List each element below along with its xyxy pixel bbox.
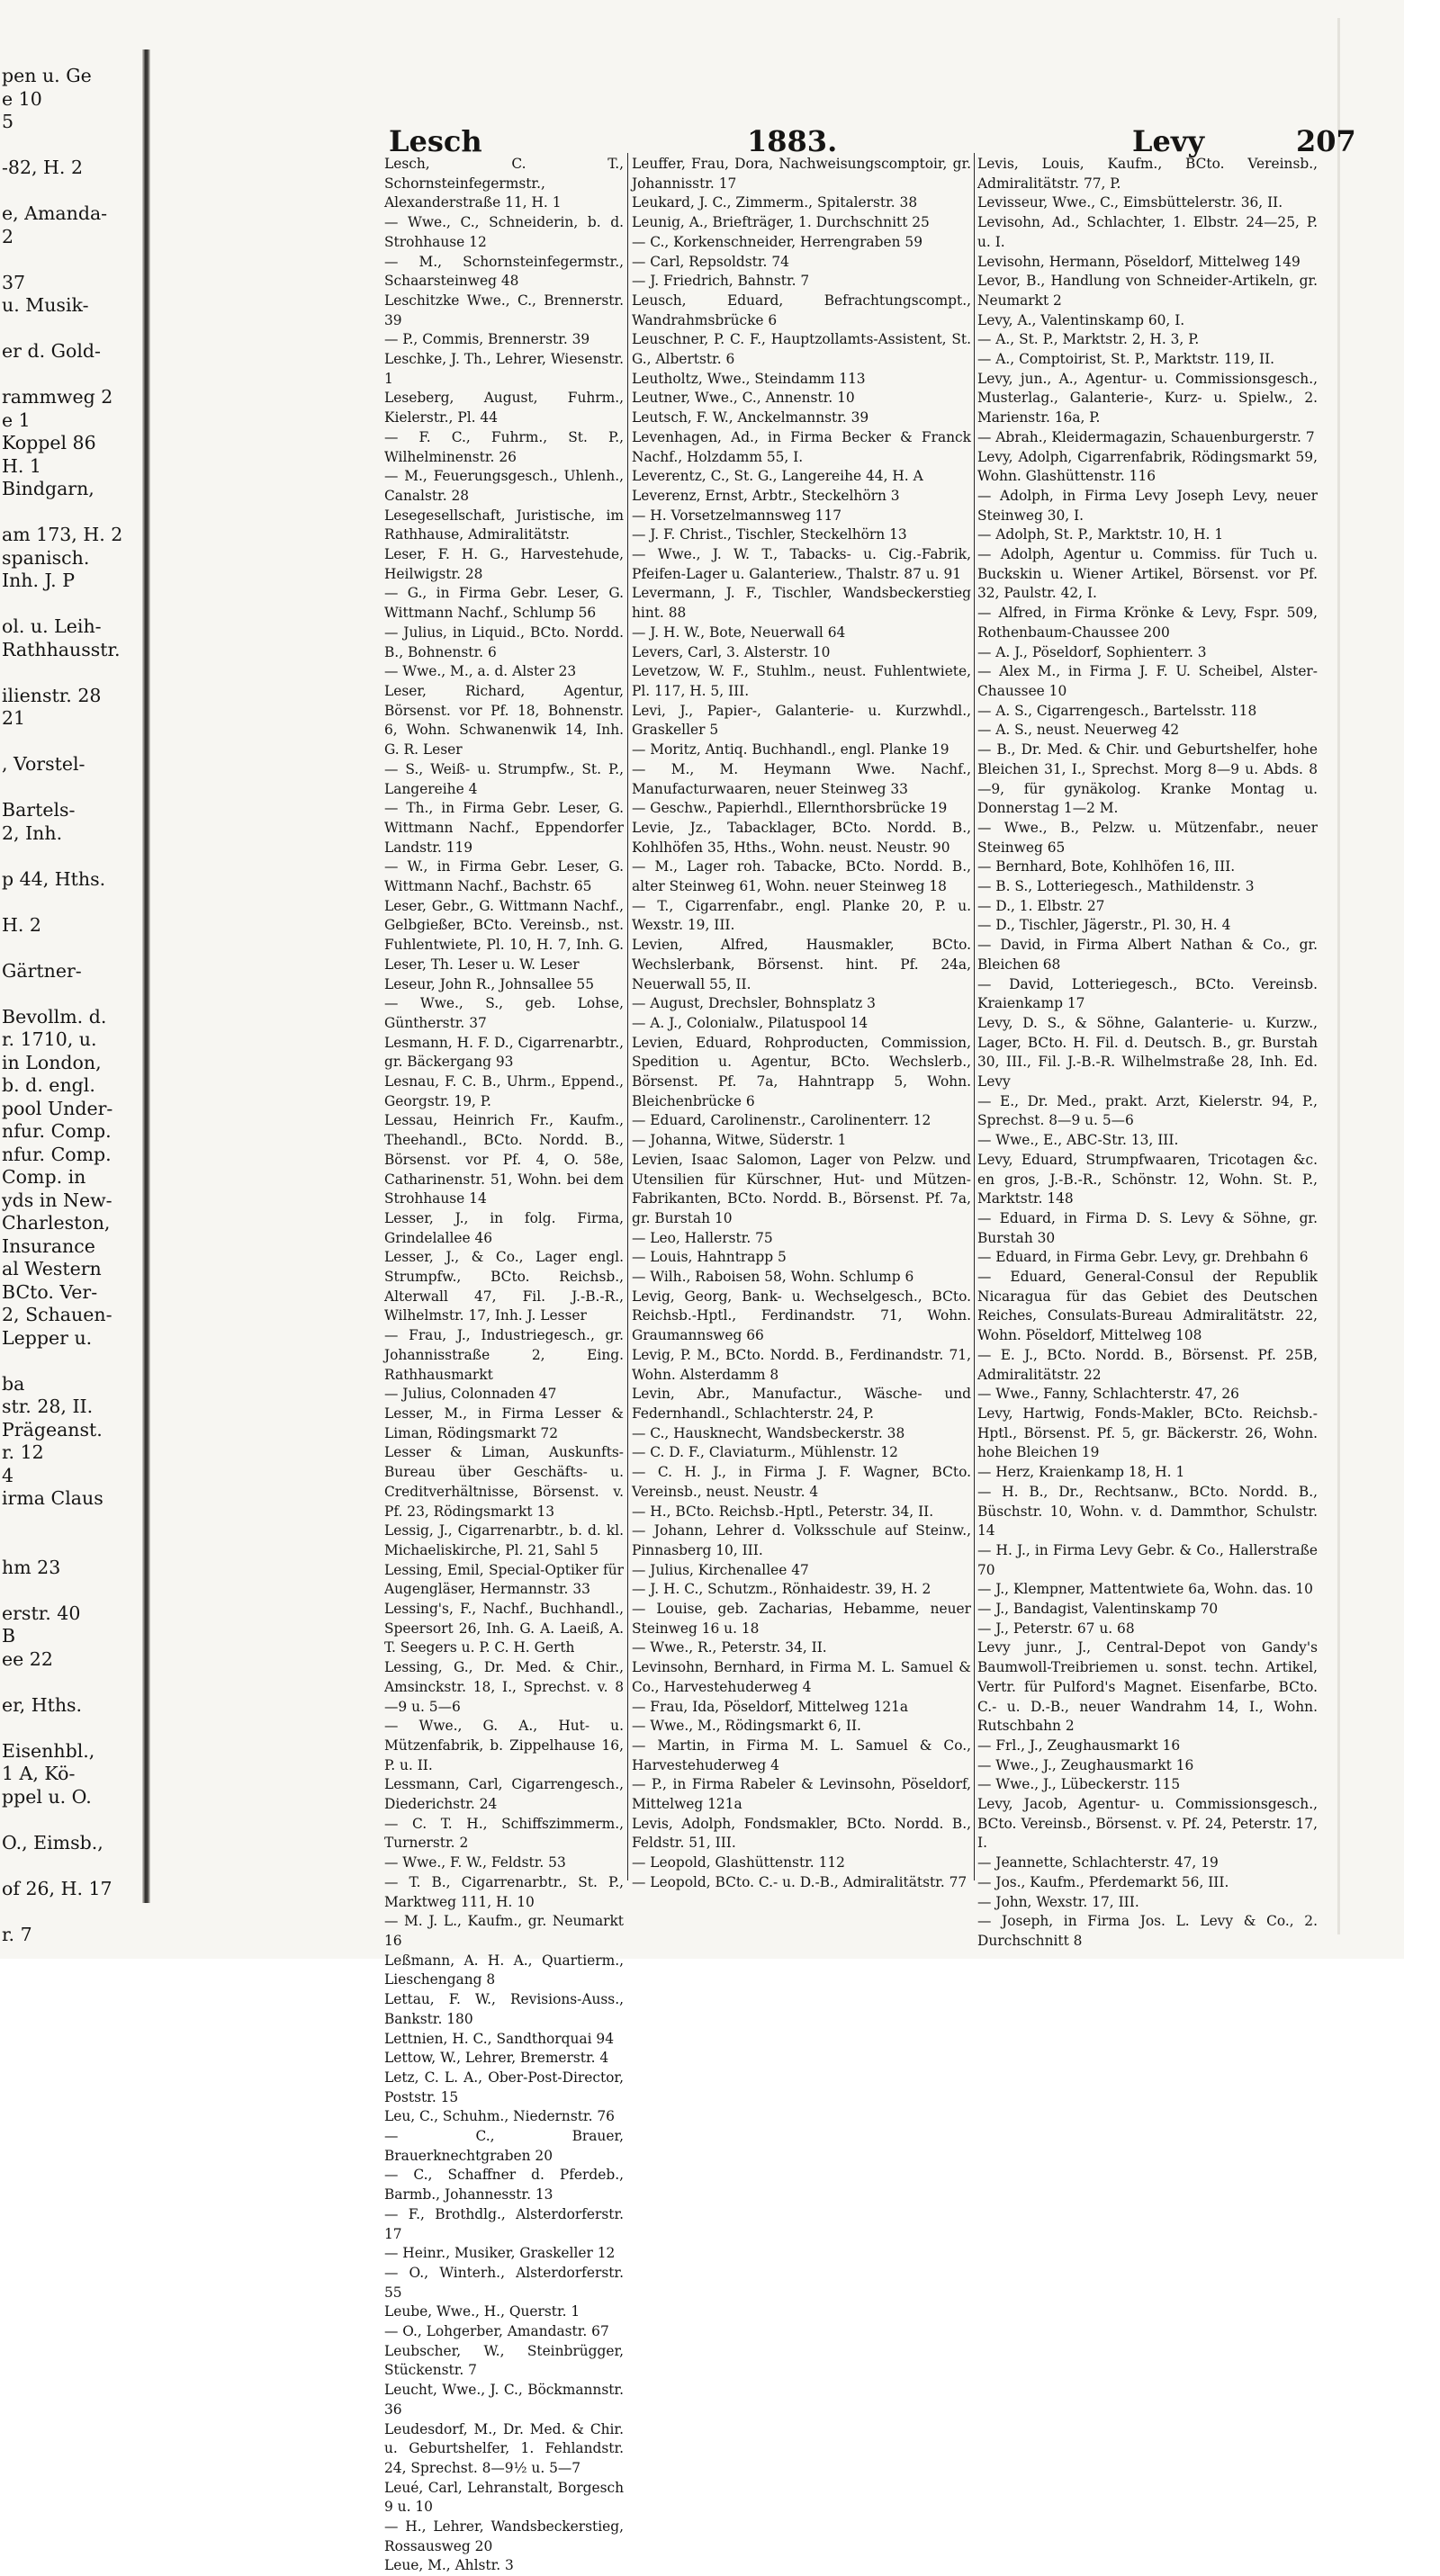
directory-entry: — Adolph, Agentur u. Commiss. für Tuch u. Buckskin u. Wiener Artikel, Börsenst. vor Pf. 32, Paulstr. 42, I. xyxy=(977,546,1318,602)
directory-entry: — M., M. Heymann Wwe. Nachf., Manufacturwaaren, neuer Steinweg 33 xyxy=(632,760,971,797)
directory-entry: — J., Peterstr. 67 u. 68 xyxy=(977,1620,1135,1637)
directory-entry: — M. J. L., Kaufm., gr. Neumarkt 16 xyxy=(384,1913,624,1949)
fragment-line: , Vorstel- xyxy=(2,753,86,775)
directory-entry: Leube, Wwe., H., Querstr. 1 xyxy=(384,2303,580,2320)
directory-entry: Lesser, J., & Co., Lager engl. Strumpfw., BCto. Reichsb., Alterwall 47, Fil. J.-B.-R., Wilhelmstr. 17, Inh. J. Lesser xyxy=(384,1249,624,1324)
directory-entry: — C., Hausknecht, Wandsbeckerstr. 38 xyxy=(632,1424,905,1441)
fragment-line: r. 12 xyxy=(2,1441,44,1463)
fragment-line: rammweg 2 xyxy=(2,386,113,408)
directory-entry: — Abrah., Kleidermagazin, Schauenburgerstr. 7 xyxy=(977,428,1315,445)
directory-entry: — F., Brothdlg., Alsterdorferstr. 17 xyxy=(384,2205,624,2242)
directory-entry: Levi, J., Papier-, Galanterie- u. Kurzwhdl., Graskeller 5 xyxy=(632,702,971,739)
fragment-line: Prägeanst. xyxy=(2,1418,103,1441)
directory-entry: Levien, Isaac Salomon, Lager von Pelzw. und Utensilien für Kürschner, Hut- und Mützen-Fabrikanten, BCto. Nordd. B., Börsenst. Pf. 7a, gr. Burstah 10 xyxy=(632,1151,971,1226)
fragment-line: nfur. Comp. xyxy=(2,1120,112,1142)
directory-entry: — Eduard, Carolinenstr., Carolinenterr. 12 xyxy=(632,1112,932,1129)
directory-entry: Leschitzke Wwe., C., Brennerstr. 39 xyxy=(384,292,624,328)
directory-entry: — Moritz, Antiq. Buchhandl., engl. Planke 19 xyxy=(632,741,950,758)
directory-entry: Lesnau, F. C. B., Uhrm., Eppend., Georgstr. 19, P. xyxy=(384,1073,624,1109)
directory-entry: — O., Lohgerber, Amandastr. 67 xyxy=(384,2323,609,2340)
directory-entry: Levinsohn, Bernhard, in Firma M. L. Samuel & Co., Harvestehuderweg 4 xyxy=(632,1659,971,1695)
directory-entry: Lettnien, H. C., Sandthorquai 94 xyxy=(384,2030,614,2047)
directory-entry: — H., Lehrer, Wandsbeckerstieg, Rossausweg 20 xyxy=(384,2518,624,2554)
directory-entry: Leutsch, F. W., Anckelmannstr. 39 xyxy=(632,409,869,426)
directory-entry: — H. Vorsetzelmannsweg 117 xyxy=(632,507,842,524)
fragment-line xyxy=(0,1350,133,1373)
directory-entry: Levy, jun., A., Agentur- u. Commissionsgesch., Musterlag., Galanterie-, Kurz- u. Spielw., 2. Marienstr. 16a, P. xyxy=(977,370,1318,426)
fragment-line: ee 22 xyxy=(2,1647,53,1670)
directory-entry: Levisseur, Wwe., C., Eimsbüttelerstr. 36, II. xyxy=(977,194,1283,211)
fragment-line: ba xyxy=(2,1372,25,1395)
directory-entry: Lessig, J., Cigarrenarbtr., b. d. kl. Michaeliskirche, Pl. 21, Sahl 5 xyxy=(384,1522,624,1558)
fragment-line: e, Amanda- xyxy=(2,202,108,224)
directory-column-3 xyxy=(977,155,1318,1949)
directory-entry: — A., St. P., Marktstr. 2, H. 3, P. xyxy=(977,331,1200,348)
directory-entry: Levy, D. S., & Söhne, Galanterie- u. Kurzw., Lager, BCto. H. Fil. d. Deutsch. B., gr. Burstah 30, III., Fil. J.-B.-R. Wilhelmstraße 28, Inh. Ed. Levy xyxy=(977,1014,1318,1091)
directory-entry: Lesch, C. T., Schornsteinfegermstr., Alexanderstraße 11, H. 1 xyxy=(384,156,624,211)
fragment-line: Inh. J. P xyxy=(2,570,75,591)
directory-entry: Levien, Eduard, Rohproducten, Commission, Spedition u. Agentur, BCto. Wechslerb., Börsenst. Pf. 7a, Hahntrapp 5, Wohn. Bleichenbrücke 6 xyxy=(632,1034,971,1109)
directory-entry: — P., Commis, Brennerstr. 39 xyxy=(384,331,590,348)
directory-entry: — Eduard, in Firma D. S. Levy & Söhne, gr. Burstah 30 xyxy=(977,1209,1318,1246)
fragment-line: pen u. Ge xyxy=(2,65,92,86)
previous-page-fragment xyxy=(0,65,133,1945)
directory-entry: Leverenz, Ernst, Arbtr., Steckelhörn 3 xyxy=(632,487,900,504)
fragment-line xyxy=(0,983,133,1006)
directory-entry: — H., BCto. Reichsb.-Hptl., Peterstr. 34, II. xyxy=(632,1503,934,1520)
fragment-line: Comp. in xyxy=(2,1166,86,1188)
directory-entry: Lessing, G., Dr. Med. & Chir., Amsinckstr. 18, I., Sprechst. v. 8—9 u. 5—6 xyxy=(384,1659,624,1715)
header-year: 1883. xyxy=(747,124,838,158)
directory-entry: — Wilh., Raboisen 58, Wohn. Schlump 6 xyxy=(632,1269,914,1286)
directory-entry: — Carl, Repsoldstr. 74 xyxy=(632,253,789,270)
directory-entry: Levy junr., J., Central-Depot von Gandy's Baumwoll-Treibriemen u. sonst. techn. Artikel, Vertr. für Pulford's Magnet. Eisenfarbe, BCto. C.- u. D.-B., neuer Wandrahm 14, I., Wohn. Rutschbahn 2 xyxy=(977,1639,1318,1735)
fragment-line: irma Claus xyxy=(2,1487,104,1509)
directory-entry: — J. Friedrich, Bahnstr. 7 xyxy=(632,273,810,290)
directory-entry: Levisohn, Ad., Schlachter, 1. Elbstr. 24—25, P. u. I. xyxy=(977,214,1318,250)
fragment-line: Bindgarn, xyxy=(2,478,94,499)
directory-entry: Leßmann, A. H. A., Quartierm., Lieschengang 8 xyxy=(384,1952,624,1988)
directory-entry: Levis, Adolph, Fondsmakler, BCto. Nordd. B., Feldstr. 51, III. xyxy=(632,1815,971,1852)
directory-entry: — G., in Firma Gebr. Leser, G. Wittmann Nachf., Schlump 56 xyxy=(384,585,624,622)
directory-entry: Lesser, M., in Firma Lesser & Liman, Rödingsmarkt 72 xyxy=(384,1405,624,1441)
directory-entry: Levy, Jacob, Agentur- u. Commissionsgesch., BCto. Vereinsb., Börsenst. v. Pf. 24, Peterstr. 17, I. xyxy=(977,1796,1318,1852)
fragment-line xyxy=(0,731,133,754)
directory-entry: — J. H. W., Bote, Neuerwall 64 xyxy=(632,624,846,641)
fragment-line: -82, H. 2 xyxy=(2,157,83,178)
directory-entry: — J., Bandagist, Valentinskamp 70 xyxy=(977,1601,1219,1618)
directory-entry: — Johanna, Witwe, Süderstr. 1 xyxy=(632,1132,847,1149)
directory-entry: Leue, M., Ahlstr. 3 xyxy=(384,2557,514,2574)
fragment-line xyxy=(0,1854,133,1878)
directory-entry: — Wwe., S., geb. Lohse, Güntherstr. 37 xyxy=(384,995,624,1031)
directory-entry: — Wwe., M., a. d. Alster 23 xyxy=(384,663,577,680)
directory-entry: — Wwe., Fanny, Schlachterstr. 47, 26 xyxy=(977,1386,1239,1403)
directory-entry: Levy, Hartwig, Fonds-Makler, BCto. Reichsb.-Hptl., Börsenst. Pf. 5, gr. Bäckerstr. 26, Wohn. hohe Bleichen 19 xyxy=(977,1405,1318,1461)
directory-entry: — C. D. F., Claviaturm., Mühlenstr. 12 xyxy=(632,1444,898,1461)
directory-entry: Levermann, J. F., Tischler, Wandsbeckerstieg hint. 88 xyxy=(632,585,971,622)
directory-entry: — Julius, Colonnaden 47 xyxy=(384,1386,557,1403)
directory-entry: — Frau, Ida, Pöseldorf, Mittelweg 121a xyxy=(632,1698,909,1715)
directory-entry: Leuschner, P. C. F., Hauptzollamts-Assistent, St. G., Albertstr. 6 xyxy=(632,331,971,368)
fragment-line xyxy=(0,1717,133,1740)
fragment-line: 4 xyxy=(2,1464,14,1486)
directory-entry: — Wwe., R., Peterstr. 34, II. xyxy=(632,1639,827,1656)
directory-entry: Levor, B., Handlung von Schneider-Artikeln, gr. Neumarkt 2 xyxy=(977,273,1318,309)
directory-entry: Levenhagen, Ad., in Firma Becker & Franck Nachf., Holzdamm 55, I. xyxy=(632,428,971,465)
directory-entry: — A. J., Pöseldorf, Sophienterr. 3 xyxy=(977,643,1207,660)
directory-entry: Leuffer, Frau, Dora, Nachweisungscomptoir, gr. Johannisstr. 17 xyxy=(632,156,971,192)
directory-entry: — David, in Firma Albert Nathan & Co., gr. Bleichen 68 xyxy=(977,937,1318,973)
fragment-line xyxy=(0,1579,133,1602)
directory-entry: — Leopold, BCto. C.- u. D.-B., Admiralitätstr. 77 xyxy=(632,1873,968,1890)
directory-entry: Leué, Carl, Lehranstalt, Borgesch 9 u. 10 xyxy=(384,2479,624,2516)
fragment-line: Insurance xyxy=(2,1234,95,1257)
directory-column-1 xyxy=(384,155,624,2574)
directory-entry: — C., Korkenschneider, Herrengraben 59 xyxy=(632,233,923,250)
directory-entry: Leusch, Eduard, Befrachtungscompt., Wandrahmsbrücke 6 xyxy=(632,292,971,328)
fragment-line xyxy=(0,1809,133,1832)
directory-entry: — David, Lotteriegesch., BCto. Vereinsb. Kraienkamp 17 xyxy=(977,975,1318,1012)
directory-entry: Levisohn, Hermann, Pöseldorf, Mittelweg 149 xyxy=(977,253,1300,270)
directory-entry: — John, Wexstr. 17, III. xyxy=(977,1893,1139,1910)
directory-entry: — Wwe., B., Pelzw. u. Mützenfabr., neuer Steinweg 65 xyxy=(977,819,1318,856)
fragment-line xyxy=(0,1900,133,1924)
directory-entry: Leukard, J. C., Zimmerm., Spitalerstr. 38 xyxy=(632,194,918,211)
directory-entry: Levie, Jz., Tabacklager, BCto. Nordd. B., Kohlhöfen 35, Hths., Wohn. neust. Neustr. 90 xyxy=(632,819,971,856)
directory-entry: — B. S., Lotteriegesch., Mathildenstr. 3 xyxy=(977,878,1255,895)
directory-entry: Lessing, Emil, Special-Optiker für Augengläser, Hermannstr. 33 xyxy=(384,1561,624,1598)
directory-entry: Leser, Richard, Agentur, Börsenst. vor Pf. 18, Bohnenstr. 6, Wohn. Schwanenwik 14, Inh. G. R. Leser xyxy=(384,682,624,758)
directory-entry: — Eduard, in Firma Gebr. Levy, gr. Drehbahn 6 xyxy=(977,1249,1309,1266)
directory-entry: — A., Comptoirist, St. P., Marktstr. 119, II. xyxy=(977,351,1275,368)
fragment-line: Bartels- xyxy=(2,799,76,821)
fragment-line: al Western xyxy=(2,1258,102,1279)
column-rule xyxy=(627,153,628,1880)
directory-entry: Leucht, Wwe., J. C., Böckmannstr. 36 xyxy=(384,2382,624,2418)
directory-entry: Levig, Georg, Bank- u. Wechselgesch., BCto. Reichsb.-Hptl., Ferdinandstr. 71, Wohn. Graumannsweg 66 xyxy=(632,1288,971,1344)
directory-entry: Levetzow, W. F., Stuhlm., neust. Fuhlentwiete, Pl. 117, H. 5, III. xyxy=(632,663,971,699)
fragment-line: am 173, H. 2 xyxy=(2,524,123,545)
fragment-line: Koppel 86 xyxy=(2,432,96,453)
directory-entry: Levers, Carl, 3. Alsterstr. 10 xyxy=(632,643,831,660)
directory-entry: — Heinr., Musiker, Graskeller 12 xyxy=(384,2245,616,2262)
fragment-line: H. 2 xyxy=(2,913,41,936)
directory-entry: Letz, C. L. A., Ober-Post-Director, Poststr. 15 xyxy=(384,2069,624,2105)
directory-entry: — Geschw., Papierhdl., Ellernthorsbrücke 19 xyxy=(632,800,948,817)
fragment-line: O., Eimsb., xyxy=(2,1831,104,1853)
directory-entry: — A. J., Colonialw., Pilatuspool 14 xyxy=(632,1014,868,1031)
directory-entry: — Jos., Kaufm., Pferdemarkt 56, III. xyxy=(977,1873,1229,1890)
fragment-line xyxy=(0,661,133,685)
directory-entry: — M., Feuerungsgesch., Uhlenh., Canalstr. 28 xyxy=(384,468,624,504)
fragment-line: str. 28, II. xyxy=(2,1396,94,1417)
running-header xyxy=(389,124,1356,158)
directory-entry: — Julius, Kirchenallee 47 xyxy=(632,1561,809,1578)
fragment-line: of 26, H. 17 xyxy=(2,1877,112,1899)
directory-entry: Levy, Adolph, Cigarrenfabrik, Rödingsmarkt 59, Wohn. Glashüttenstr. 116 xyxy=(977,448,1318,485)
directory-entry: Leseberg, August, Fuhrm., Kielerstr., Pl. 44 xyxy=(384,390,624,426)
fragment-line xyxy=(0,1671,133,1694)
directory-entry: — Bernhard, Bote, Kohlhöfen 16, III. xyxy=(977,858,1236,875)
fragment-line: ol. u. Leih- xyxy=(2,615,102,637)
directory-entry: Lessmann, Carl, Cigarrengesch., Diederichstr. 24 xyxy=(384,1776,624,1813)
directory-entry: Lesser & Liman, Auskunfts-Bureau über Geschäfts- u. Creditverhältnisse, Börsenst. v. Pf. 23, Rödingsmarkt 13 xyxy=(384,1444,624,1520)
directory-entry: Leutner, Wwe., C., Annenstr. 10 xyxy=(632,390,855,407)
directory-entry: — W., in Firma Gebr. Leser, G. Wittmann Nachf., Bachstr. 65 xyxy=(384,858,624,895)
directory-entry: Levis, Louis, Kaufm., BCto. Vereinsb., Admiralitätstr. 77, P. xyxy=(977,156,1318,192)
directory-entry: Levy, A., Valentinskamp 60, I. xyxy=(977,311,1185,328)
directory-entry: Levy, Eduard, Strumpfwaaren, Tricotagen &c. en gros, J.-B.-R., Schönstr. 12, Wohn. St. P., Marktstr. 148 xyxy=(977,1151,1318,1207)
fragment-line xyxy=(0,776,133,800)
directory-entry: — H. B., Dr., Rechtsanw., BCto. Nordd. B., Büschstr. 10, Wohn. v. d. Dammthor, Schulstr. 14 xyxy=(977,1483,1318,1539)
fragment-line: Eisenhbl., xyxy=(2,1739,95,1762)
directory-entry: — Adolph, St. P., Marktstr. 10, H. 1 xyxy=(977,526,1224,543)
directory-entry: — Wwe., J. W. T., Tabacks- u. Cig.-Fabrik, Pfeifen-Lager u. Galanteriew., Thalstr. 87 u. 91 xyxy=(632,546,971,582)
directory-column-2 xyxy=(632,155,971,1890)
fragment-line: e 10 xyxy=(2,87,42,110)
fragment-line: er, Hths. xyxy=(2,1693,83,1716)
directory-entry: — P., in Firma Rabeler & Levinsohn, Pöseldorf, Mittelweg 121a xyxy=(632,1776,971,1813)
directory-entry: Leseur, John R., Johnsallee 55 xyxy=(384,975,594,992)
directory-entry: — Adolph, in Firma Levy Joseph Levy, neuer Steinweg 30, I. xyxy=(977,487,1318,524)
directory-entry: Leunig, A., Briefträger, 1. Durchschnitt 25 xyxy=(632,214,930,231)
column-rule xyxy=(974,153,975,1880)
directory-entry: — Louise, geb. Zacharias, Hebamme, neuer Steinweg 16 u. 18 xyxy=(632,1601,971,1637)
directory-entry: — Wwe., M., Rödingsmarkt 6, II. xyxy=(632,1718,861,1735)
fragment-line: r. 1710, u. xyxy=(2,1028,97,1050)
directory-entry: — Julius, in Liquid., BCto. Nordd. B., Bohnenstr. 6 xyxy=(384,624,624,660)
directory-entry: Lettow, W., Lehrer, Bremerstr. 4 xyxy=(384,2050,609,2067)
fragment-line: p 44, Hths. xyxy=(2,867,106,890)
directory-entry: — E., Dr. Med., prakt. Arzt, Kielerstr. 94, P., Sprechst. 8—9 u. 5—6 xyxy=(977,1092,1318,1129)
directory-entry: — Leo, Hallerstr. 75 xyxy=(632,1229,773,1246)
directory-entry: — Frl., J., Zeughausmarkt 16 xyxy=(977,1737,1181,1754)
directory-entry: Levien, Alfred, Hausmakler, BCto. Wechslerbank, Börsenst. hint. Pf. 24a, Neuerwall 55, II. xyxy=(632,937,971,992)
fragment-line: in London, xyxy=(2,1051,102,1073)
scan-margin xyxy=(1404,0,1440,1959)
fragment-line: e 1 xyxy=(2,408,31,431)
directory-entry: Leubscher, W., Steinbrügger, Stückenstr. 7 xyxy=(384,2342,624,2379)
directory-entry: — D., 1. Elbstr. 27 xyxy=(977,897,1105,914)
fragment-line: Bevollm. d. xyxy=(2,1005,107,1028)
directory-entry: — Alex M., in Firma J. F. U. Scheibel, Alster-Chaussee 10 xyxy=(977,663,1318,699)
fragment-line: Lepper u. xyxy=(2,1326,93,1349)
directory-entry: — Herz, Kraienkamp 18, H. 1 xyxy=(977,1464,1185,1481)
fragment-line: Gärtner- xyxy=(2,959,82,982)
directory-entry: — Frau, J., Industriegesch., gr. Johannisstraße 2, Eing. Rathhausmarkt xyxy=(384,1327,624,1383)
fragment-line: hm 23 xyxy=(2,1556,61,1578)
fragment-line xyxy=(0,1511,133,1534)
directory-entry: — C., Schaffner d. Pferdeb., Barmb., Johannesstr. 13 xyxy=(384,2167,624,2204)
directory-entry: Leverentz, C., St. G., Langereihe 44, H. A xyxy=(632,468,923,485)
directory-entry: — T., Cigarrenfabr., engl. Planke 20, P. u. Wexstr. 19, III. xyxy=(632,897,971,934)
directory-entry: — D., Tischler, Jägerstr., Pl. 30, H. 4 xyxy=(977,917,1231,934)
directory-entry: — Leopold, Glashüttenstr. 112 xyxy=(632,1854,845,1871)
directory-entry: — A. S., neust. Neuerweg 42 xyxy=(977,722,1180,739)
fragment-line xyxy=(0,134,133,157)
fragment-line: Rathhausstr. xyxy=(2,638,121,660)
directory-entry: — F. C., Fuhrm., St. P., Wilhelminenstr. 26 xyxy=(384,428,624,465)
directory-entry: Leser, F. H. G., Harvestehude, Heilwigstr. 28 xyxy=(384,546,624,582)
fragment-line xyxy=(0,593,133,616)
fragment-line: BCto. Ver- xyxy=(2,1280,98,1303)
fragment-line: spanisch. xyxy=(2,546,90,569)
directory-entry: — J. H. C., Schutzm., Rönhaidestr. 39, H. 2 xyxy=(632,1581,932,1598)
fragment-line: ilienstr. 28 xyxy=(2,684,102,706)
directory-entry: — A. S., Cigarrengesch., Bartelsstr. 118 xyxy=(977,702,1257,719)
fragment-line xyxy=(0,845,133,868)
fragment-line: B xyxy=(2,1625,16,1647)
directory-entry: — Wwe., E., ABC-Str. 13, III. xyxy=(977,1132,1179,1149)
directory-entry: — Joseph, in Firma Jos. L. Levy & Co., 2. Durchschnitt 8 xyxy=(977,1913,1318,1949)
fragment-line: r. 7 xyxy=(2,1923,32,1945)
directory-entry: — Johann, Lehrer d. Volksschule auf Steinw., Pinnasberg 10, III. xyxy=(632,1522,971,1558)
directory-entry: Lesmann, H. F. D., Cigarrenarbtr., gr. Bäckergang 93 xyxy=(384,1034,624,1071)
fragment-line: yds in New- xyxy=(2,1189,112,1211)
directory-entry: — C., Brauer, Brauerknechtgraben 20 xyxy=(384,2128,624,2164)
fragment-line: pool Under- xyxy=(2,1097,113,1119)
directory-entry: — Louis, Hahntrapp 5 xyxy=(632,1249,787,1266)
fragment-line: nfur. Comp. xyxy=(2,1143,112,1165)
directory-entry: — O., Winterh., Alsterdorferstr. 55 xyxy=(384,2264,624,2301)
directory-entry: Leu, C., Schuhm., Niedernstr. 76 xyxy=(384,2108,615,2125)
directory-entry: Levig, P. M., BCto. Nordd. B., Ferdinandstr. 71, Wohn. Alsterdamm 8 xyxy=(632,1346,971,1383)
directory-entry: Lettau, F. W., Revisions-Auss., Bankstr. 180 xyxy=(384,1991,624,2027)
directory-entry: — J., Klempner, Mattentwiete 6a, Wohn. das. 10 xyxy=(977,1581,1313,1598)
fragment-line: 21 xyxy=(2,707,26,729)
fragment-line: 2, Inh. xyxy=(2,821,63,844)
fragment-line: Charleston, xyxy=(2,1212,111,1234)
fragment-line: 1 A, Kö- xyxy=(2,1763,76,1784)
directory-entry: — M., Schornsteinfegermstr., Schaarsteinweg 48 xyxy=(384,253,624,290)
directory-entry: — Th., in Firma Gebr. Leser, G. Wittmann Nachf., Eppendorfer Landstr. 119 xyxy=(384,800,624,856)
directory-entry: Leschke, J. Th., Lehrer, Wiesenstr. 1 xyxy=(384,351,624,387)
directory-entry: — B., Dr. Med. & Chir. und Geburtshelfer, hohe Bleichen 31, I., Sprechst. Morg 8—9 u. Abds. 8—9, für gynäkolog. Kranke Montag u. Donnerstag 1—2 M. xyxy=(977,741,1318,817)
fragment-line xyxy=(0,1533,133,1557)
fragment-line xyxy=(0,937,133,960)
fragment-line: 5 xyxy=(2,111,14,132)
fragment-line: u. Musik- xyxy=(2,294,89,316)
directory-entry: — Wwe., J., Lübeckerstr. 115 xyxy=(977,1776,1181,1793)
fragment-line: ppel u. O. xyxy=(2,1785,92,1808)
directory-entry: Lesegesellschaft, Juristische, im Rathhause, Admiralitätstr. xyxy=(384,507,624,543)
directory-entry: — Wwe., J., Zeughausmarkt 16 xyxy=(977,1756,1194,1773)
directory-entry: — Wwe., C., Schneiderin, b. d. Strohhause 12 xyxy=(384,214,624,250)
fragment-line xyxy=(0,891,133,914)
header-left-keyword: Lesch xyxy=(389,124,482,158)
fragment-line: b. d. engl. xyxy=(2,1074,95,1096)
directory-entry: — Alfred, in Firma Krönke & Levy, Fspr. 509, Rothenbaum-Chaussee 200 xyxy=(977,605,1318,641)
page-edge xyxy=(1337,18,1340,1934)
directory-entry: — H. J., in Firma Levy Gebr. & Co., Hallerstraße 70 xyxy=(977,1541,1318,1578)
directory-entry: — Wwe., F. W., Feldstr. 53 xyxy=(384,1854,566,1871)
page-number: 207 xyxy=(1296,124,1356,158)
directory-entry: Levin, Abr., Manufactur., Wäsche- und Federnhandl., Schlachterstr. 24, P. xyxy=(632,1386,971,1422)
directory-entry: Leser, Gebr., G. Wittmann Nachf., Gelbgießer, BCto. Vereinsb., nst. Fuhlentwiete, Pl. 10, H. 7, Inh. G. Leser, Th. Leser u. W. Leser xyxy=(384,897,624,973)
directory-entry: — Martin, in Firma M. L. Samuel & Co., Harvestehuderweg 4 xyxy=(632,1737,971,1773)
directory-entry: — Eduard, General-Consul der Republik Nicaragua für das Gebiet des Deutschen Reiches, Consulats-Bureau Admiralitätstr. 22, Wohn. Pöseldorf, Mittelweg 108 xyxy=(977,1269,1318,1344)
directory-entry: Leudesdorf, M., Dr. Med. & Chir. u. Geburtshelfer, 1. Fehlandstr. 24, Sprechst. 8—9½ u. 5—7 xyxy=(384,2420,624,2476)
fragment-line xyxy=(0,364,133,387)
directory-entry: — Jeannette, Schlachterstr. 47, 19 xyxy=(977,1854,1219,1871)
fragment-line: erstr. 40 xyxy=(2,1602,81,1624)
directory-entry: Lessing's, F., Nachf., Buchhandl., Speersort 26, Inh. G. A. Laeiß, A. T. Seegers u. P. C. H. Gerth xyxy=(384,1601,624,1656)
fragment-line xyxy=(0,248,133,272)
directory-entry: — S., Weiß- u. Strumpfw., St. P., Langereihe 4 xyxy=(384,760,624,797)
directory-entry: — C. H. J., in Firma J. F. Wagner, BCto. Vereinsb., neust. Neustr. 4 xyxy=(632,1464,971,1500)
directory-entry: Leutholtz, Wwe., Steindamm 113 xyxy=(632,370,866,387)
header-right-keyword: Levy xyxy=(1132,124,1205,158)
book-binding-gutter xyxy=(142,49,150,1903)
fragment-line xyxy=(0,318,133,341)
directory-entry: — T. B., Cigarrenarbtr., St. P., Marktweg 111, H. 10 xyxy=(384,1873,624,1910)
fragment-line: 2, Schauen- xyxy=(2,1304,112,1325)
directory-entry: — Wwe., G. A., Hut- u. Mützenfabrik, b. Zippelhause 16, P. u. II. xyxy=(384,1718,624,1773)
directory-entry: Lessau, Heinrich Fr., Kaufm., Theehandl., BCto. Nordd. B., Börsenst. vor Pf. 4, O. 58e, Catharinenstr. 51, Wohn. bei dem Strohhause 14 xyxy=(384,1112,624,1207)
fragment-line xyxy=(0,501,133,525)
directory-entry: — C. T. H., Schiffszimmerm., Turnerstr. 2 xyxy=(384,1815,624,1852)
directory-entry: Lesser, J., in folg. Firma, Grindelallee 46 xyxy=(384,1209,624,1246)
directory-entry: — M., Lager roh. Tabacke, BCto. Nordd. B., alter Steinweg 61, Wohn. neuer Steinweg 18 xyxy=(632,858,971,895)
directory-entry: — E. J., BCto. Nordd. B., Börsenst. Pf. 25B, Admiralitätstr. 22 xyxy=(977,1346,1318,1383)
directory-entry: — August, Drechsler, Bohnsplatz 3 xyxy=(632,995,876,1012)
fragment-line: er d. Gold- xyxy=(2,340,101,362)
fragment-line: 2 xyxy=(2,225,14,247)
fragment-line xyxy=(0,180,133,203)
fragment-line: 37 xyxy=(2,271,26,293)
fragment-line: H. 1 xyxy=(2,454,41,477)
directory-entry: — J. F. Christ., Tischler, Steckelhörn 13 xyxy=(632,526,907,543)
